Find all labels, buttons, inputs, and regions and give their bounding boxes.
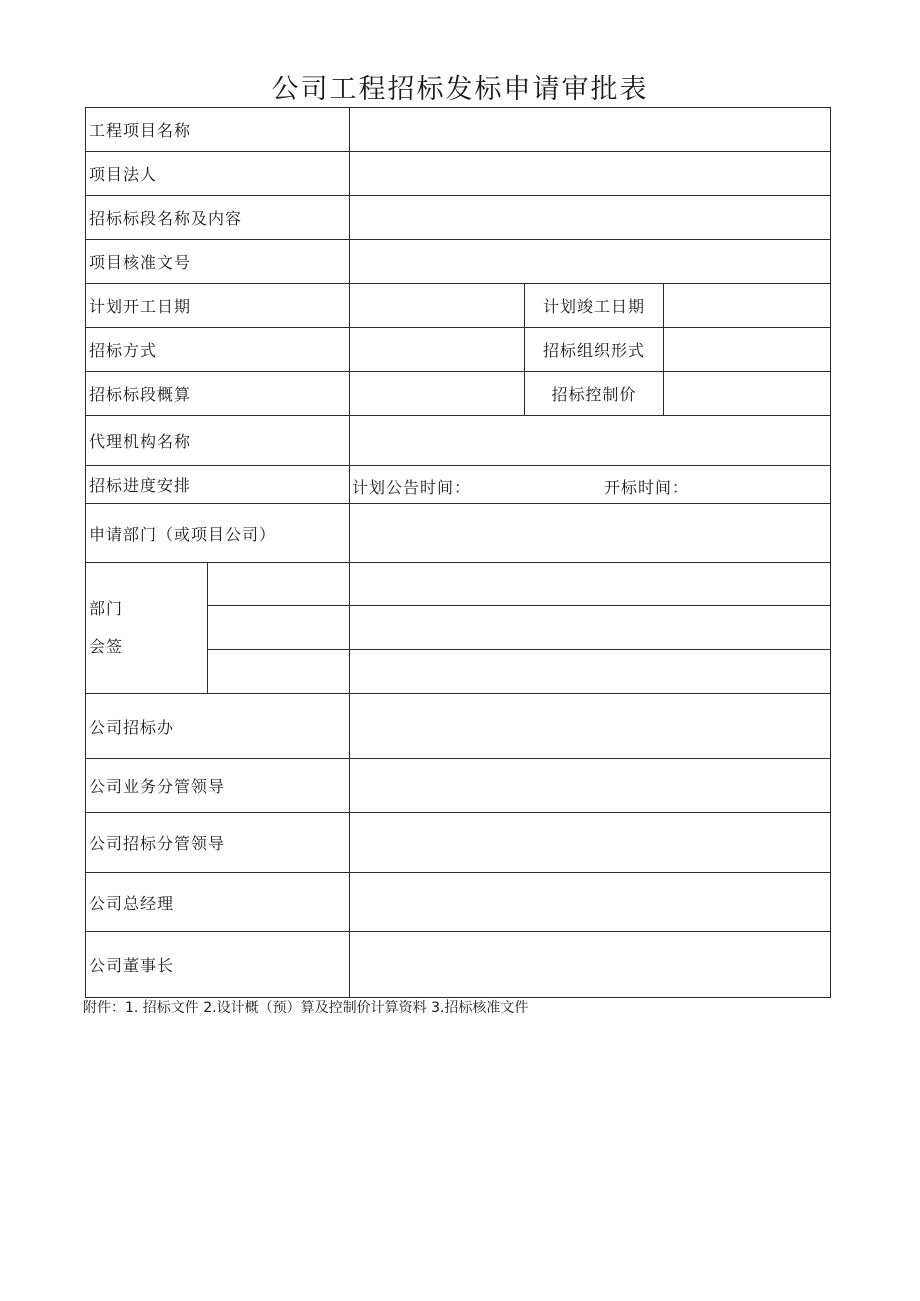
approval-form-table [85,107,831,998]
field-bid-org-form[interactable] [664,328,831,372]
label-bid-method: 招标方式 [86,328,350,372]
field-general-manager[interactable] [350,873,831,932]
label-bidding-office: 公司招标办 [86,694,350,759]
row-plan-dates [86,284,831,328]
label-agency-name: 代理机构名称 [86,416,350,466]
label-approval-no: 项目核准文号 [86,240,350,284]
row-budget [86,372,831,416]
field-bid-method[interactable] [350,328,525,372]
row-approval-no [86,240,831,284]
label-project-name: 工程项目名称 [86,108,350,152]
label-bidding-leader: 公司招标分管领导 [86,813,350,873]
label-applicant-dept: 申请部门（或项目公司） [86,504,350,563]
label-bid-org-form: 招标组织形式 [525,328,664,372]
row-agency-name [86,416,831,466]
label-business-leader: 公司业务分管领导 [86,759,350,813]
label-control-price: 招标控制价 [525,372,664,416]
schedule-announce-label: 计划公告时间： [352,478,472,497]
countersign-sign-1[interactable] [350,563,831,606]
row-schedule [86,466,831,504]
field-section-budget[interactable] [350,372,525,416]
schedule-open-label: 开标时间： [604,478,690,497]
row-applicant-dept [86,504,831,563]
row-bid-method [86,328,831,372]
countersign-sign-2[interactable] [350,606,831,650]
field-plan-start[interactable] [350,284,525,328]
page-title: 公司工程招标发标申请审批表 [271,74,649,105]
label-section-name: 招标标段名称及内容 [86,196,350,240]
row-project-legal [86,152,831,196]
countersign-dept-2[interactable] [208,606,350,650]
attachments-footnote: 附件：1. 招标文件 2.设计概（预）算及控制价计算资料 3.招标核准文件 [83,1000,529,1016]
field-schedule[interactable] [350,466,831,504]
label-schedule: 招标进度安排 [86,466,350,504]
countersign-dept-1[interactable] [208,563,350,606]
field-approval-no[interactable] [350,240,831,284]
countersign-sign-3[interactable] [350,650,831,694]
row-business-leader [86,759,831,813]
row-chairman [86,932,831,998]
row-general-manager [86,873,831,932]
dept-label-line1: 部门 [89,599,124,618]
row-bidding-leader [86,813,831,873]
field-project-legal[interactable] [350,152,831,196]
field-section-name[interactable] [350,196,831,240]
label-chairman: 公司董事长 [86,932,350,998]
field-applicant-dept[interactable] [350,504,831,563]
label-general-manager: 公司总经理 [86,873,350,932]
field-control-price[interactable] [664,372,831,416]
row-project-name [86,108,831,152]
row-section-name [86,196,831,240]
field-bidding-leader[interactable] [350,813,831,873]
label-plan-start: 计划开工日期 [86,284,350,328]
field-agency-name[interactable] [350,416,831,466]
countersign-dept-3[interactable] [208,650,350,694]
field-bidding-office[interactable] [350,694,831,759]
dept-label-line2: 会签 [89,637,124,656]
row-bidding-office [86,694,831,759]
label-section-budget: 招标标段概算 [86,372,350,416]
row-dept-countersign-1 [86,563,831,606]
label-project-legal: 项目法人 [86,152,350,196]
field-chairman[interactable] [350,932,831,998]
field-project-name[interactable] [350,108,831,152]
label-plan-finish: 计划竣工日期 [525,284,664,328]
label-dept-countersign [86,563,208,694]
field-business-leader[interactable] [350,759,831,813]
field-plan-finish[interactable] [664,284,831,328]
